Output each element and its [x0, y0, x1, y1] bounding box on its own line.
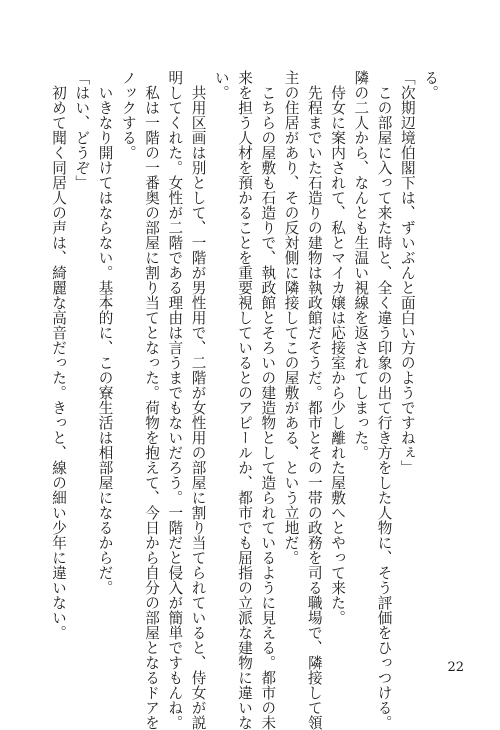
- text-column: 来を担う人材を預かることを重要視しているとのアピールか、都市でも屈指の立派な建物に違いな: [236, 70, 253, 730]
- text-column: 隣の二人から、なんとも生温い視線を返されてしまった。: [352, 70, 370, 460]
- text-column: いきなり開けてはならない。基本的に、この寮生活は相部屋になるからだ。: [96, 70, 114, 595]
- text-column: 「次期辺境伯閣下は、ずいぶんと面白い方のようですねぇ」: [398, 70, 416, 475]
- text-column: 共用区画は別として、一階が男性用で、二階が女性用の部屋に割り当てられていると、侍女が説: [189, 70, 207, 730]
- page-number: 22: [447, 660, 464, 675]
- text-column: 主の住居があり、その反対側に隣接してこの屋敷がある、という立地だ。: [282, 70, 300, 565]
- text-column: 私は一階の一番奥の部屋に割り当てとなった。荷物を抱えて、今日から自分の部屋となるドアを: [143, 70, 160, 730]
- text-column: こちらの屋敷も石造りで、執政館とそろいの建造物として造られているように見える。都市の未: [259, 70, 277, 730]
- text-column: 先程までいた石造りの建物は執政館だそうだ。都市とその一帯の政務を司る職場で、隣接して領: [305, 70, 323, 730]
- text-column: この部屋に入って来た時と、全く違う印象の出て行き方をした人物に、そう評価をひっつける。: [375, 70, 393, 730]
- text-column: 初めて聞く同居人の声は、綺麗な高音だった。きっと、線の細い少年に違いない。: [50, 70, 67, 640]
- text-column: 侍女に案内されて、私とマイカ嬢は応接室から少し離れた屋敷へとやって来た。: [329, 70, 346, 625]
- text-column: い。: [212, 70, 230, 100]
- vertical-text-block: [50, 70, 439, 730]
- text-column: る。: [422, 70, 439, 100]
- text-column: ノックする。: [119, 70, 137, 160]
- text-column: 明してくれた。女性が二階である理由は言うまでもないだろう。一階だと侵入が簡単ですもんね。: [166, 70, 184, 730]
- text-column: 「はい、どうぞ」: [73, 70, 91, 190]
